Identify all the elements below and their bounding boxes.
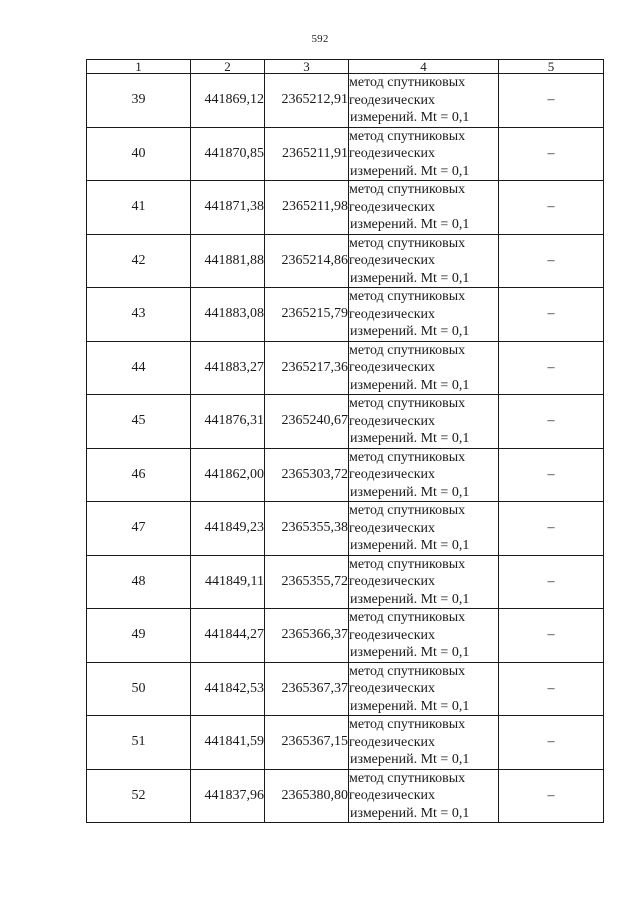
table-row	[87, 341, 604, 395]
method-line-1: метод спутниковых	[349, 449, 466, 465]
method-line-3: измерений. Mt = 0,1	[350, 805, 470, 821]
method-line-2: геодезических	[349, 92, 436, 108]
y-coordinate-cell: 2365211,98	[265, 181, 349, 235]
y-coordinate-cell: 2365217,36	[265, 341, 349, 395]
method-line-2: геодезических	[349, 788, 436, 803]
table-row	[87, 555, 604, 609]
method-line-1: метод спутниковых	[349, 396, 466, 411]
x-coordinate-cell: 441841,59	[191, 716, 265, 770]
method-cell	[349, 74, 499, 128]
point-number-cell: 50	[87, 662, 191, 716]
point-number-cell: 43	[87, 288, 191, 342]
y-coordinate-cell: 2365355,72	[265, 555, 349, 609]
note-cell: –	[499, 341, 604, 395]
x-coordinate-cell: 441869,12	[191, 74, 265, 128]
note-cell: –	[499, 395, 604, 449]
table-row	[87, 662, 604, 716]
method-line-1: метод спутниковых	[349, 289, 466, 304]
method-cell	[349, 181, 499, 235]
table-row	[87, 716, 604, 770]
method-cell	[349, 341, 499, 395]
method-line-3: измерений. Mt = 0,1	[350, 110, 470, 125]
header-row	[87, 60, 604, 74]
table-row	[87, 288, 604, 342]
method-cell	[349, 716, 499, 770]
method-line-3: измерений. Mt = 0,1	[350, 591, 470, 607]
y-coordinate-cell: 2365303,72	[265, 448, 349, 502]
x-coordinate-cell: 441871,38	[191, 181, 265, 235]
method-line-3: измерений. Mt = 0,1	[350, 484, 470, 500]
y-coordinate-cell: 2365215,79	[265, 288, 349, 342]
table-body	[87, 60, 604, 823]
method-cell	[349, 288, 499, 342]
point-number-cell: 47	[87, 502, 191, 556]
header-cell-3: 3	[265, 60, 349, 74]
method-line-3: измерений. Mt = 0,1	[350, 324, 470, 339]
point-number-cell: 46	[87, 448, 191, 502]
y-coordinate-cell: 2365367,37	[265, 662, 349, 716]
point-number-cell: 42	[87, 234, 191, 288]
point-number-cell: 49	[87, 609, 191, 663]
method-cell	[349, 662, 499, 716]
method-cell	[349, 127, 499, 181]
method-line-1: метод спутниковых	[349, 128, 466, 144]
method-cell	[349, 769, 499, 823]
method-cell	[349, 555, 499, 609]
point-number-cell: 48	[87, 555, 191, 609]
header-cell-1: 1	[87, 60, 191, 74]
x-coordinate-cell: 441881,88	[191, 234, 265, 288]
x-coordinate-cell: 441870,85	[191, 127, 265, 181]
method-line-1: метод спутниковых	[349, 235, 466, 251]
method-line-2: геодезических	[349, 574, 436, 589]
method-line-1: метод спутниковых	[349, 770, 466, 786]
y-coordinate-cell: 2365367,15	[265, 716, 349, 770]
x-coordinate-cell: 441862,00	[191, 448, 265, 502]
y-coordinate-cell: 2365212,91	[265, 74, 349, 128]
y-coordinate-cell: 2365380,80	[265, 769, 349, 823]
x-coordinate-cell: 441837,96	[191, 769, 265, 823]
table-row	[87, 502, 604, 556]
method-cell	[349, 448, 499, 502]
note-cell: –	[499, 769, 604, 823]
method-line-3: измерений. Mt = 0,1	[350, 377, 470, 393]
note-cell: –	[499, 74, 604, 128]
note-cell: –	[499, 502, 604, 556]
method-cell	[349, 234, 499, 288]
method-line-3: измерений. Mt = 0,1	[350, 538, 470, 553]
y-coordinate-cell: 2365211,91	[265, 127, 349, 181]
x-coordinate-cell: 441849,11	[191, 555, 265, 609]
method-line-2: геодезических	[349, 306, 436, 322]
table-row	[87, 234, 604, 288]
x-coordinate-cell: 441883,27	[191, 341, 265, 395]
x-coordinate-cell: 441844,27	[191, 609, 265, 663]
note-cell: –	[499, 288, 604, 342]
method-line-3: измерений. Mt = 0,1	[350, 645, 470, 660]
note-cell: –	[499, 662, 604, 716]
method-line-2: геодезических	[349, 199, 436, 215]
method-line-3: измерений. Mt = 0,1	[350, 752, 470, 767]
table-row	[87, 127, 604, 181]
method-line-2: геодезических	[349, 413, 436, 429]
method-line-2: геодезических	[349, 360, 436, 375]
method-line-2: геодезических	[349, 146, 436, 161]
point-number-cell: 41	[87, 181, 191, 235]
note-cell: –	[499, 127, 604, 181]
method-line-2: геодезических	[349, 467, 436, 482]
header-cell-4: 4	[349, 60, 499, 74]
method-line-2: геодезических	[349, 520, 436, 536]
method-line-3: измерений. Mt = 0,1	[350, 217, 470, 232]
method-line-1: метод спутниковых	[349, 610, 466, 625]
point-number-cell: 52	[87, 769, 191, 823]
method-line-2: геодезических	[349, 734, 436, 750]
method-line-2: геодезических	[349, 681, 436, 696]
table-row	[87, 74, 604, 128]
table-row	[87, 609, 604, 663]
x-coordinate-cell: 441883,08	[191, 288, 265, 342]
method-line-2: геодезических	[349, 253, 436, 268]
method-cell	[349, 609, 499, 663]
table-row	[87, 181, 604, 235]
method-line-1: метод спутниковых	[349, 663, 466, 679]
header-cell-2: 2	[191, 60, 265, 74]
y-coordinate-cell: 2365366,37	[265, 609, 349, 663]
coordinates-table	[86, 59, 604, 823]
note-cell: –	[499, 555, 604, 609]
method-cell	[349, 502, 499, 556]
header-cell-5: 5	[499, 60, 604, 74]
y-coordinate-cell: 2365240,67	[265, 395, 349, 449]
note-cell: –	[499, 448, 604, 502]
x-coordinate-cell: 441842,53	[191, 662, 265, 716]
method-line-1: метод спутниковых	[349, 75, 466, 90]
method-line-3: измерений. Mt = 0,1	[350, 431, 470, 446]
method-line-1: метод спутниковых	[349, 717, 466, 732]
page-number: 592	[311, 33, 329, 45]
method-cell	[349, 395, 499, 449]
note-cell: –	[499, 234, 604, 288]
method-line-3: измерений. Mt = 0,1	[350, 163, 470, 179]
method-line-1: метод спутниковых	[349, 342, 466, 358]
point-number-cell: 51	[87, 716, 191, 770]
point-number-cell: 39	[87, 74, 191, 128]
x-coordinate-cell: 441849,23	[191, 502, 265, 556]
y-coordinate-cell: 2365214,86	[265, 234, 349, 288]
method-line-3: измерений. Mt = 0,1	[350, 270, 470, 286]
method-line-1: метод спутниковых	[349, 556, 466, 572]
method-line-3: измерений. Mt = 0,1	[350, 698, 470, 714]
note-cell: –	[499, 609, 604, 663]
table-row	[87, 448, 604, 502]
point-number-cell: 44	[87, 341, 191, 395]
method-line-1: метод спутниковых	[349, 182, 466, 197]
x-coordinate-cell: 441876,31	[191, 395, 265, 449]
point-number-cell: 45	[87, 395, 191, 449]
note-cell: –	[499, 716, 604, 770]
method-line-1: метод спутниковых	[349, 503, 466, 518]
table-row	[87, 769, 604, 823]
y-coordinate-cell: 2365355,38	[265, 502, 349, 556]
note-cell: –	[499, 181, 604, 235]
method-line-2: геодезических	[349, 627, 436, 643]
point-number-cell: 40	[87, 127, 191, 181]
table-row	[87, 395, 604, 449]
